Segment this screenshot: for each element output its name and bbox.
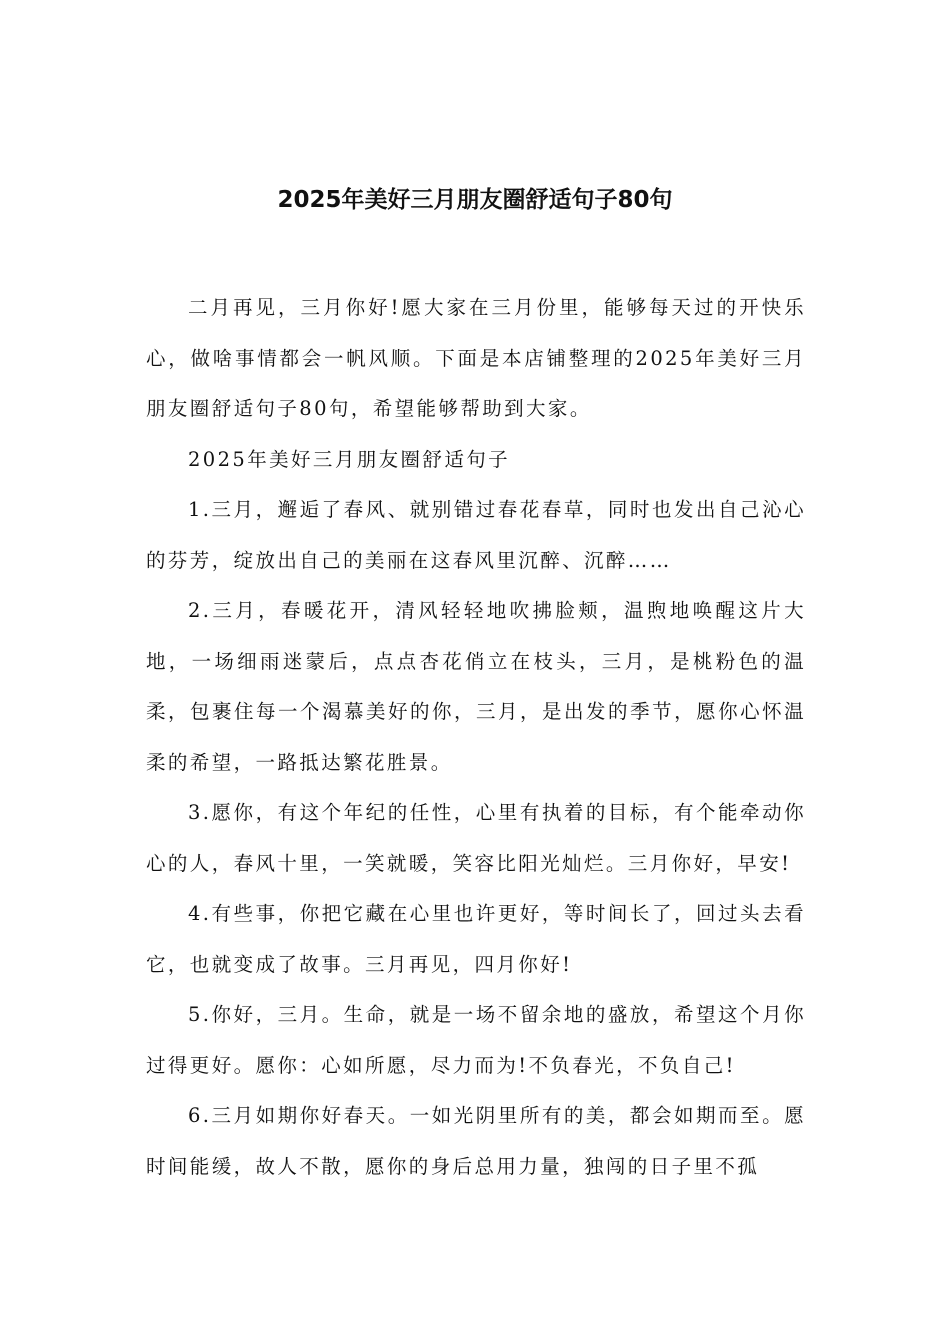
list-item: 2.三月，春暖花开，清风轻轻地吹拂脸颊，温煦地唤醒这片大地，一场细雨迷蒙后，点点杏花俏立在枝头，三月，是桃粉色的温柔，包裹住每一个渴慕美好的你，三月，是出发的季节，愿你心怀温柔的希望，一路抵达繁花胜景。 [146, 599, 806, 774]
section-heading: 2025年美好三月朋友圈舒适句子 [188, 447, 511, 471]
list-item: 5.你好，三月。生命，就是一场不留余地的盛放，希望这个月你过得更好。愿你：心如所愿，尽力而为!不负春光，不负自己! [146, 1003, 806, 1077]
list-item: 3.愿你，有这个年纪的任性，心里有执着的目标，有个能牵动你心的人，春风十里，一笑就暖，笑容比阳光灿烂。三月你好，早安! [146, 801, 806, 875]
list-item: 1.三月，邂逅了春风、就别错过春花春草，同时也发出自己沁心的芬芳，绽放出自己的美丽在这春风里沉醉、沉醉…… [146, 498, 806, 572]
document-title: 2025年美好三月朋友圈舒适句子80句 [277, 187, 673, 213]
document-body [146, 283, 806, 1192]
list-item: 6.三月如期你好春天。一如光阴里所有的美，都会如期而至。愿时间能缓，故人不散，愿你的身后总用力量，独闯的日子里不孤 [146, 1104, 806, 1178]
list-item: 4.有些事，你把它藏在心里也许更好，等时间长了，回过头去看它，也就变成了故事。三月再见，四月你好! [146, 902, 806, 976]
intro-paragraph: 二月再见，三月你好!愿大家在三月份里，能够每天过的开快乐心，做啥事情都会一帆风顺。下面是本店铺整理的2025年美好三月朋友圈舒适句子80句，希望能够帮助到大家。 [146, 296, 806, 420]
